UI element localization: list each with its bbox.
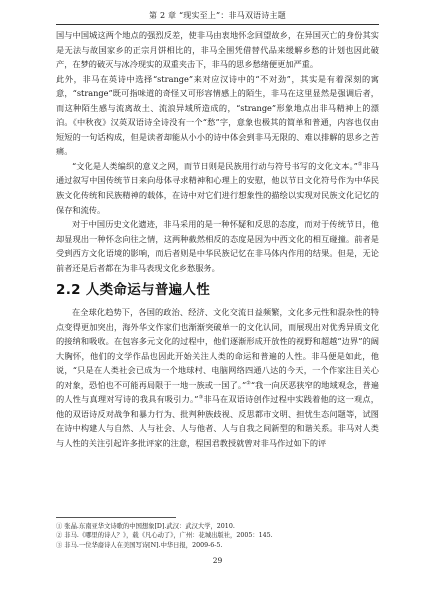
page-number: 29	[212, 556, 223, 565]
footnote-ref-1: ①	[357, 161, 363, 168]
paragraph-3	[56, 159, 379, 217]
section-heading	[56, 278, 210, 298]
section-paragraph-rest: 非马在双语诗创作过程中实践着他的这一观点，他的双语诗反对战争和暴力行为、批判种族歧视、反思都市文明、担忧生态问题等，试图在诗中构建人与自然、人与社会、人与他者、人与自我之间新型的和谐关系。非马对人类与人性的关注引起许多批评家的注意，程国君教授就曾对非马作过如下的评	[56, 394, 379, 448]
section-paragraph	[56, 305, 379, 450]
paragraph-1: 国与中国城这两个地点的强烈反差，使非马由衷地怀念回望故乡，在异国灭亡的身份其实是无法与故国家乡的正宗月饼相比的，非马全围凭借替代品来缓解乡愁的计划也因此破产，在梦的破灭与冰冷现实的双重夹击下，非马的思乡愁绪便更加严重。	[56, 30, 379, 70]
paragraph-3-rest: 非马通过叙写中国传统节日来向母体寻求精神和心理上的安慰，他以节日文化符号作为中华民族文化传统和民族精神的载体，在诗中对它们进行想象性的描绘以实现对民族文化记忆的保存和流传。	[56, 160, 379, 215]
running-header: 第 2 章 “现实至上”：非马双语诗主题	[149, 11, 286, 20]
section-number: 2.2	[56, 282, 81, 298]
paragraph-2: 此外，非马在英诗中选择“strange”来对应汉诗中的“不对劲”，其实是有着深刻的寓意，“strange”既可指味道的奇怪又可形容情感上的陌生，非马在这里显然是强调后者，而这种陌生感与流离故土、流浪异域所造成的，“strange”形象地点出非马精神上的漂泊。《中秋夜》汉英双语诗全诗没有一个“愁”字，意象也极其的简单和普通，内容也仅由短短的一句话构成，但是读者却能从小小的诗中体会到非马无限的、难以排解的思乡之苦痛。	[56, 73, 379, 157]
paragraph-4: 对于中国历史文化遗迹，非马采用的是一种怀疑和反思的态度，而对于传统节日，他却显现出一种怀念向往之情，这两种截然相反的态度是因为中西文化的相互碰撞。前者是受到西方文化语境的影响，而后者则是中华民族记忆在非马体内作用的结果。但是，无论前者还是后者都在为非马表现文化乡愁服务。	[56, 219, 379, 273]
section-paragraph-start: 在全球化趋势下，各国的政治、经济、文化交流日益频繁，文化多元性和混杂性的特点变得更加突出，海外华文作家们也渐渐突破单一的文化认同，而展现出对优秀异质文化的接纳和吸收。在包容多元文化的过程中，他们逐渐形成开放性的视野和超越“边界”的阔大胸怀，他们的文学作品也因此开始关注人类的命运和普遍的人性。非马便是如此，他说，“只是在人类社会已成为一个地球村、电脑网络四通八达的今天，一个作家注目关心的对象，恐怕也不可能再局限于一地一族或一国了。”	[56, 307, 379, 390]
footnotes	[56, 522, 379, 550]
footnote-divider	[56, 517, 176, 518]
footnote-ref-2: ②	[246, 380, 251, 386]
section-paragraph-quote: “我一向厌恶狭窄的地域观念，普遍的人性与真理对写诗的我具有吸引力。”	[56, 379, 379, 405]
footnote-1: ① 张晶.东南亚华文诗歌的中国想象[D].武汉：武汉大学，2010.	[56, 523, 235, 530]
footnote-3: ③ 非马.一位华裔诗人在美国写诗[N].中华日报，2009-6-5.	[56, 541, 223, 549]
footnote-ref-3: ③	[198, 394, 204, 401]
paragraph-3-quote: “文化是人类编织的意义之网，而节日则是民族用行动与符号书写的文化文本。”	[72, 160, 358, 171]
footnote-2: ② 非马.《哪里的诗人？》，载《凡心动了》，广州：花城出版社，2005：145.	[56, 532, 273, 540]
section-title: 人类命运与普遍人性	[85, 282, 211, 298]
body-text-upper	[56, 28, 379, 275]
header-divider	[56, 24, 379, 25]
body-text-lower	[56, 305, 379, 450]
